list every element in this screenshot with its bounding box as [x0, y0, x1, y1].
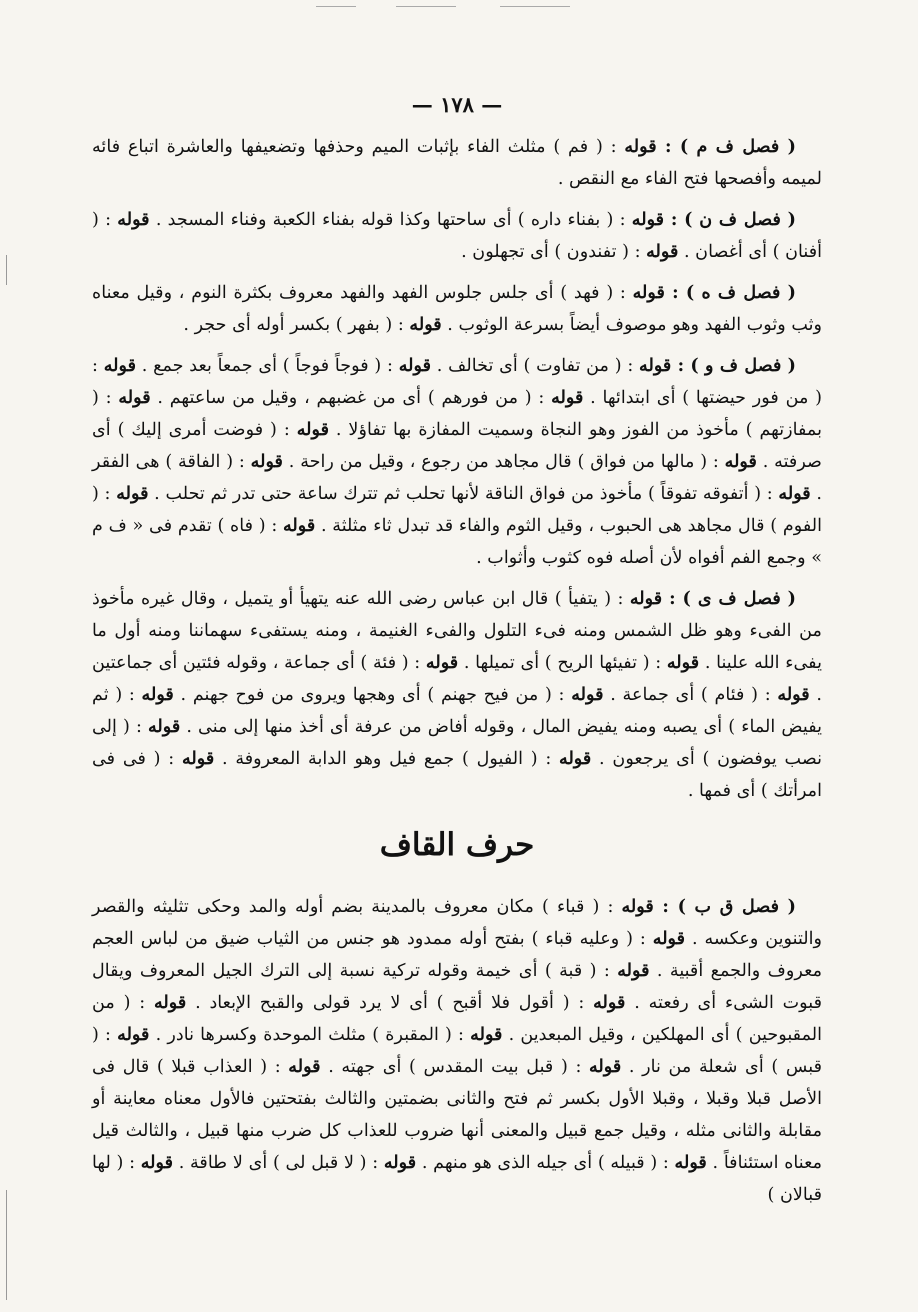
entry-keyword: ( فصل ف ه ) : قوله — [632, 282, 796, 303]
entry-text: : ( أقول فلا أقبح ) أى لا يرد قولى والقبح الإبعاد . — [186, 993, 594, 1013]
entry-text: : ( المقبرة ) مثلث الموحدة وكسرها نادر . — [149, 1025, 471, 1045]
entry-keyword: قوله — [141, 684, 174, 705]
entry-paragraph — [92, 204, 822, 268]
entry-keyword: قوله — [181, 748, 215, 769]
entry-keyword: قوله — [250, 451, 283, 472]
scan-edge-mark — [6, 255, 7, 285]
entry-text: : ( من فيح جهنم ) أى وهجها ويروى من فوح جهنم . — [173, 685, 572, 705]
entry-keyword: قوله — [282, 515, 316, 536]
entry-text: : ( ثم يفيض الماء ) أى يصبه ومنه يفيض المال ، وقوله أفاض من عرفة أى أخذ منها إلى منى . — [92, 685, 823, 737]
entry-text: : ( من فور حيضتها ) أى ابتدائها . — [92, 356, 822, 408]
entry-text: : ( تفندون ) أى تجهلون . — [461, 242, 647, 262]
scan-mark — [316, 6, 356, 7]
entry-keyword: ( فصل ف ن ) : قوله — [631, 209, 796, 230]
entry-keyword: قوله — [559, 748, 592, 769]
entry-keyword: قوله — [118, 387, 151, 408]
entry-paragraph — [92, 131, 822, 195]
entry-text: : ( من فورهم ) أى من غضبهم ، وقيل من ساعتهم . — [150, 388, 552, 408]
entry-keyword: قوله — [140, 1152, 173, 1173]
entry-text: : ( بفهر ) بكسر أوله أى حجر . — [183, 315, 410, 335]
entry-text: : ( الفيول ) جمع فيل وهو الدابة المعروفة . — [214, 749, 560, 769]
entry-text: : ( لها قبالان ) — [92, 1153, 822, 1205]
entry-keyword: قوله — [117, 209, 150, 230]
entry-keyword: قوله — [288, 1056, 321, 1077]
page-number: — ١٧٨ — — [411, 92, 503, 117]
entry-text: : ( قبيله ) أى جيله الذى هو منهم . — [416, 1153, 675, 1173]
entry-keyword: قوله — [593, 992, 626, 1013]
entry-keyword: قوله — [589, 1056, 622, 1077]
entry-text: : ( قبل بيت المقدس ) أى جهته . — [320, 1057, 589, 1077]
entry-keyword: قوله — [571, 684, 604, 705]
entry-keyword: ( فصل ق ب ) : قوله — [621, 896, 796, 917]
scan-mark — [500, 6, 570, 7]
entry-keyword: قوله — [296, 419, 329, 440]
entry-text: : ( فاه ) تقدم فى « ف م » وجمع الفم أفواه لأن أصله فوه كثوب وأثواب . — [92, 516, 822, 568]
entry-text: : ( فئة ) أى جماعة ، وقوله فئتين أى جماعتين . — [92, 653, 822, 705]
entry-keyword: قوله — [383, 1152, 417, 1173]
entry-text: : ( فوضت أمرى إليك ) أى صرفته . — [92, 420, 822, 472]
entry-text: : ( أفنان ) أى أغصان . — [92, 210, 822, 262]
entry-text: : ( الفاقة ) هى الفقر . — [92, 452, 822, 504]
entry-keyword: قوله — [470, 1024, 503, 1045]
entry-keyword: قوله — [103, 355, 136, 376]
entry-text: : ( قبة ) أى خيمة وقوله تركية نسبة إلى الترك الجيل المعروف ويقال قبوت الشىء أى رفعته . — [92, 961, 822, 1013]
entry-text: : ( الفوم ) قال مجاهد هى الحبوب ، وقيل الثوم والفاء قد تبدل ثاء مثلثة . — [92, 484, 822, 536]
entry-text: : ( فوجاً فوجاً ) أى جمعاً بعد جمع . — [136, 356, 399, 376]
entries-fa — [92, 131, 822, 807]
entry-text: : ( فم ) مثلث الفاء بإثبات الميم وحذفها وتضعيفها والعاشرة اتباع فائه لميمه وأفصحها فتح الفاء مع النقص . — [92, 137, 822, 189]
document-page — [92, 92, 822, 1220]
entry-text: : ( لا قبل لى ) أى لا طاقة . — [173, 1153, 384, 1173]
entry-text: : ( من تفاوت ) أى تخالف . — [431, 356, 640, 376]
scan-mark — [396, 6, 456, 7]
entry-keyword: قوله — [425, 652, 459, 673]
entry-text: : ( العذاب قبلا ) قال فى الأصل قبلا وقبلا ، وقبلا الأول بكسر ثم فتح والثانى بضمتين والثالث بفتحتين فالأول معناه معاينة أو مقابلة والثانى مثله ، وقيل جمع قبيل والمعنى أنها ضروب للعذاب كل ضرب منها قبيل ، والثالث قيل معناه استئنافاً . — [92, 1057, 822, 1173]
entries-qaf — [92, 891, 822, 1211]
entry-text: : ( أتفوقه تفوقاً ) مأخوذ من فواق الناقة لأنها تحلب ثم تترك ساعة حتى تدر ثم تحلب . — [148, 484, 779, 504]
entry-text: : ( من المقبوحين ) أى المهلكين ، وقيل المبعدين . — [92, 993, 822, 1045]
entry-keyword: قوله — [147, 716, 181, 737]
entry-keyword: ( فصل ف و ) : قوله — [639, 355, 796, 376]
entry-keyword: قوله — [117, 1024, 150, 1045]
entry-text: : ( بفناء داره ) أى ساحتها وكذا قوله بفناء الكعبة وفناء المسجد . — [149, 210, 632, 230]
entry-keyword: قوله — [777, 684, 810, 705]
entry-keyword: قوله — [646, 241, 679, 262]
entry-keyword: ( فصل ف ى ) : قوله — [629, 588, 797, 609]
entry-keyword: قوله — [724, 451, 757, 472]
entry-keyword: قوله — [409, 314, 442, 335]
entry-keyword: قوله — [778, 483, 811, 504]
entry-paragraph — [92, 583, 822, 807]
entry-paragraph — [92, 350, 822, 574]
entry-text: : ( قباء ) مكان معروف بالمدينة بضم أوله والمد وحكى تثليثه والقصر والتنوين وعكسه . — [92, 897, 822, 949]
entry-text: : ( مالها من فواق ) قال مجاهد من رجوع ، وقيل من راحة . — [282, 452, 725, 472]
entry-keyword: قوله — [116, 483, 149, 504]
entry-text: : ( فهد ) أى جلس جلوس الفهد والفهد معروف بكثرة النوم ، وقيل معناه وثب وثوب الفهد وهو موصوف أيضاً بسرعة الوثوب . — [92, 283, 822, 335]
entry-paragraph — [92, 277, 822, 341]
entry-text: : ( قبس ) أى شعلة من نار . — [92, 1025, 822, 1077]
entry-text: : ( فى فى امرأتك ) أى فمها . — [92, 749, 822, 801]
entry-keyword: قوله — [666, 652, 700, 673]
entry-text: : ( وعليه قباء ) بفتح أوله ممدود هو جنس من الثياب ضيق من لباس العجم معروف والجمع أقبية . — [92, 929, 822, 981]
section-heading: حرف القاف — [379, 827, 535, 863]
entry-keyword: قوله — [652, 928, 686, 949]
entry-text: : ( إلى نصب يوفضون ) أى يرجعون . — [92, 717, 822, 769]
entry-keyword: قوله — [398, 355, 432, 376]
entry-paragraph — [92, 891, 822, 1211]
entry-keyword: ( فصل ف م ) : قوله — [624, 136, 796, 157]
entry-text: : ( فئام ) أى جماعة . — [603, 685, 778, 705]
entry-keyword: قوله — [617, 960, 650, 981]
entry-keyword: قوله — [153, 992, 187, 1013]
entry-text: : ( يتفيأ ) قال ابن عباس رضى الله عنه يتهيأ أو يتميل ، وقال غيره مأخوذ من الفىء وهو ظل الشمس ومنه فىء التلول والفىء الغنيمة ، ومنه يستفىء سهماننا ومنه أول ما يفىء الله علينا . — [92, 589, 822, 673]
scan-edge-mark — [6, 1190, 7, 1300]
entry-keyword: قوله — [551, 387, 584, 408]
entry-text: : ( بمفازتهم ) مأخوذ من الفوز وهو النجاة وسميت المفازة بها تفاؤلا . — [92, 388, 823, 440]
entry-keyword: قوله — [674, 1152, 707, 1173]
entry-text: : ( تفيئها الريح ) أى تميلها . — [458, 653, 667, 673]
